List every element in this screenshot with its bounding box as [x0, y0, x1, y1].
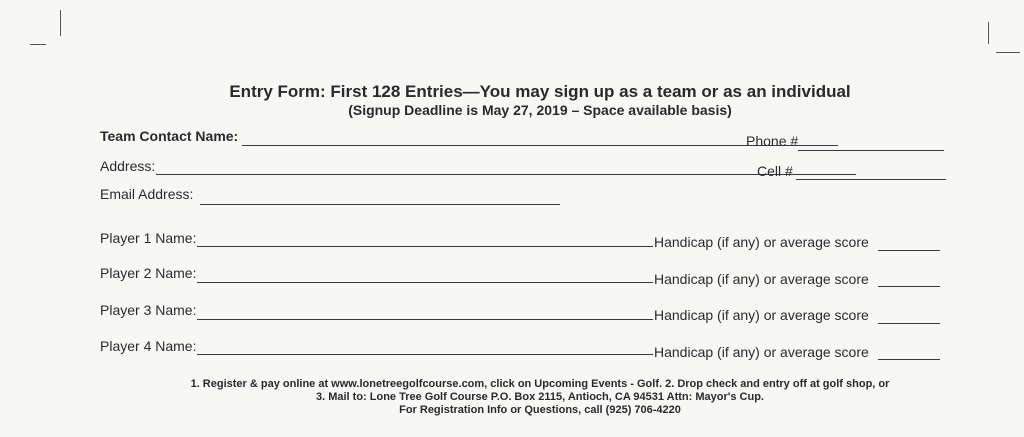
scan-mark	[30, 44, 46, 45]
player-name-label: Player 3 Name:	[100, 302, 197, 318]
phone-label: Phone #	[746, 133, 799, 149]
handicap-field[interactable]	[878, 250, 940, 251]
instructions-line-3: For Registration Info or Questions, call (925) 706-4220	[399, 404, 681, 416]
cell-label: Cell #	[757, 163, 793, 179]
handicap-field[interactable]	[878, 359, 940, 360]
address-field[interactable]	[156, 174, 856, 175]
form-title: Entry Form: First 128 Entries—You may sign up as a team or as an individual	[229, 82, 851, 101]
form-subtitle: (Signup Deadline is May 27, 2019 – Space available basis)	[348, 102, 732, 118]
address-label: Address:	[100, 158, 156, 174]
player-name-label: Player 4 Name:	[100, 338, 197, 354]
instructions-line-2: 3. Mail to: Lone Tree Golf Course P.O. Box 2115, Antioch, CA 94531 Attn: Mayor's Cup.	[315, 391, 764, 403]
player-name-field[interactable]	[197, 354, 653, 355]
player-name-field[interactable]	[197, 319, 653, 320]
player-name-field[interactable]	[197, 246, 653, 247]
scan-mark	[996, 52, 1020, 53]
instructions-line-1: 1. Register & pay online at www.lonetreegolfcourse.com, click on Upcoming Events - Golf. 2. Drop check and entry off at golf shop, or	[190, 378, 890, 390]
email-field[interactable]	[200, 204, 560, 205]
player-name-field[interactable]	[197, 282, 653, 283]
handicap-field[interactable]	[878, 286, 940, 287]
handicap-label: Handicap (if any) or average score	[654, 271, 869, 287]
handicap-label: Handicap (if any) or average score	[654, 234, 869, 250]
handicap-label: Handicap (if any) or average score	[654, 307, 869, 323]
cell-field[interactable]	[796, 179, 946, 180]
team-contact-label: Team Contact Name:	[100, 128, 239, 144]
player-name-label: Player 2 Name:	[100, 265, 197, 281]
phone-field[interactable]	[798, 150, 944, 151]
scan-mark	[60, 10, 61, 36]
player-name-label: Player 1 Name:	[100, 230, 197, 246]
handicap-label: Handicap (if any) or average score	[654, 344, 869, 360]
scan-mark	[988, 22, 989, 44]
handicap-field[interactable]	[878, 323, 940, 324]
email-label: Email Address:	[100, 186, 194, 202]
